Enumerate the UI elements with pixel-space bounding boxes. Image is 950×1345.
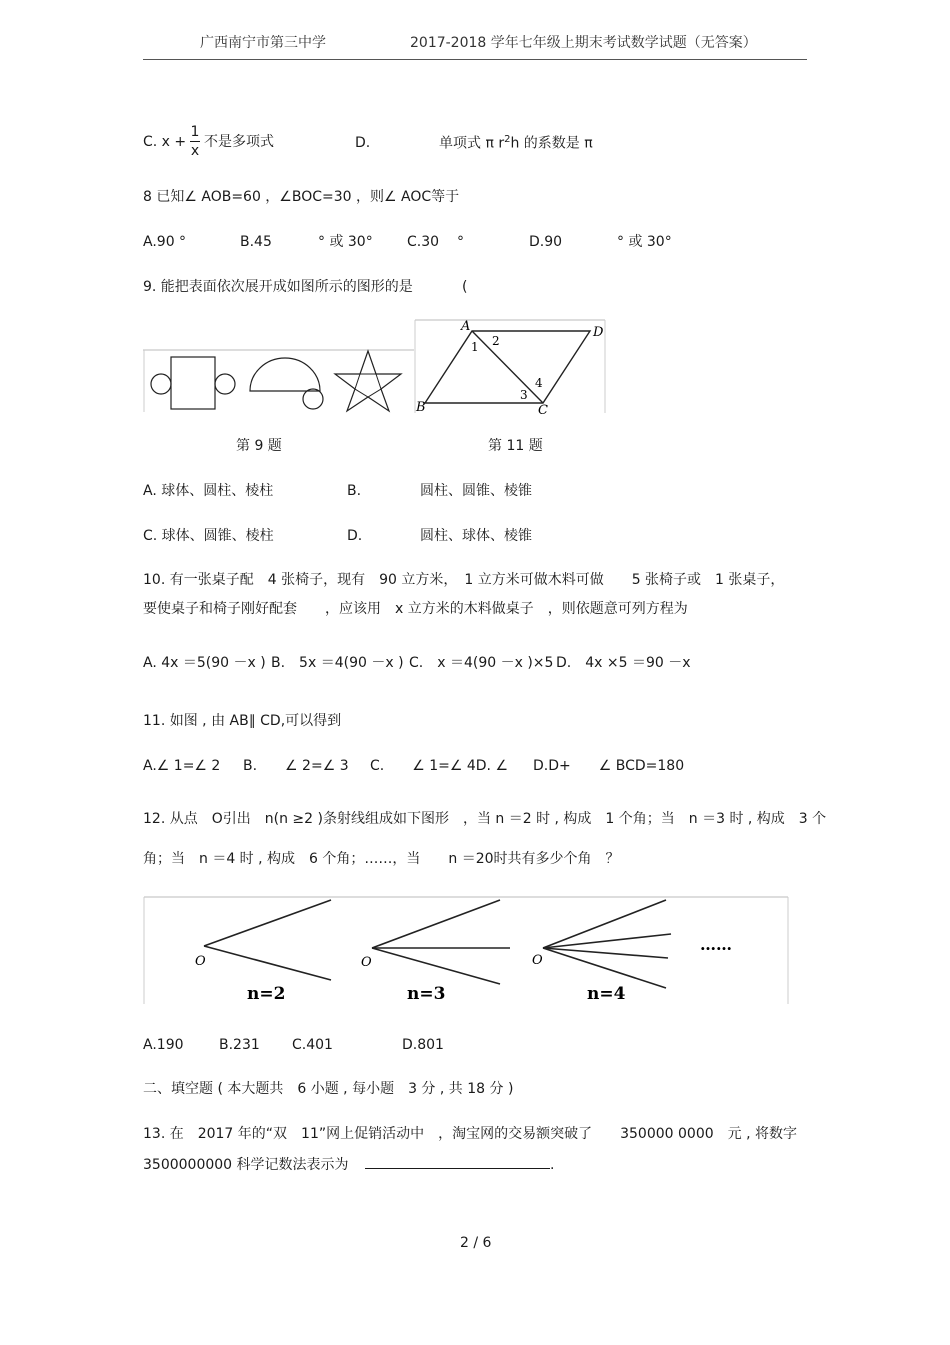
ray (204, 946, 331, 980)
q8-option-a: A.90 ° (143, 234, 187, 250)
continuation-dots: …… (700, 935, 732, 954)
q12-option-c: C.401 (292, 1037, 333, 1053)
header-school: 广西南宁市第三中学 (200, 35, 326, 51)
q7-exponent: 2 (504, 134, 511, 145)
caption-n4: n=4 (587, 984, 626, 1004)
q12-option-b: B.231 (219, 1037, 260, 1053)
ray (372, 900, 500, 948)
q7-option-d-text-a: 单项式 π r (439, 135, 505, 152)
q11-option-a: A.∠ 1=∠ 2 (143, 758, 221, 774)
label-O-n4: O (532, 953, 543, 968)
figure-9-caption: 第 9 题 (236, 438, 282, 454)
cylinder-base-circle-right (215, 374, 235, 394)
q9-option-a: A. 球体、圆柱、棱柱 (143, 483, 274, 499)
diagonal-ac (472, 331, 543, 403)
ray (204, 900, 331, 946)
q9-stem: 9. 能把表面依次展开成如图所示的图形的是 (143, 279, 413, 295)
q7-fraction-denominator: x (190, 143, 200, 159)
header-rule (143, 59, 807, 60)
q10-option-a: A. 4x ＝5(90 －x ) (143, 655, 266, 671)
q9-option-d: 圆柱、球体、棱锥 (420, 528, 532, 544)
q7-fraction (190, 124, 200, 159)
ray (543, 948, 666, 988)
q8-option-d-unit: ° 或 30° (617, 234, 672, 250)
q12-option-d: D.801 (402, 1037, 444, 1053)
cylinder-base-circle-left (151, 374, 171, 394)
q10-option-c: C. x ＝4(90 －x )×5 (409, 655, 554, 671)
q13-period: . (549, 1157, 555, 1173)
figure-12-rays (143, 896, 789, 1006)
angle-label-1: 1 (471, 340, 479, 354)
cone-sector (250, 358, 320, 391)
ray (372, 948, 500, 984)
rays-group-n2 (204, 900, 331, 980)
q8-stem: 8 已知∠ AOB=60 ，∠BOC=30 ，则∠ AOC等于 (143, 189, 460, 205)
label-O-n3: O (361, 955, 372, 970)
q7-option-c-prefix: C. x + (143, 134, 187, 150)
q8-option-d: D.90 (529, 234, 563, 250)
angle-label-3: 3 (520, 388, 528, 402)
caption-n2: n=2 (247, 984, 286, 1004)
q12-stem-line1: 12. 从点 O引出 n(n ≥2 )条射线组成如下图形 ，当 n ＝2 时 , 构成 1 个角；当 n ＝3 时 , 构成 3 个 (143, 811, 827, 827)
q8-option-c: C.30 (407, 234, 440, 250)
q7-option-d-text (439, 135, 593, 151)
q7-option-d-label: D. (355, 135, 371, 151)
q9-option-b: 圆柱、圆锥、棱锥 (420, 483, 532, 499)
figure-9-nets (143, 349, 414, 413)
header-exam-title: 2017-2018 学年七年级上期末考试数学试题（无答案） (410, 35, 757, 51)
q13-answer-blank[interactable] (365, 1156, 550, 1169)
label-O-n2: O (195, 954, 206, 969)
angle-label-2: 2 (492, 334, 500, 348)
q8-option-b: B.45 (240, 234, 272, 250)
rays-group-n3 (372, 900, 510, 984)
page-number: 2 / 6 (460, 1235, 492, 1251)
label-C: C (538, 403, 548, 415)
q11-option-c: C. ∠ 1=∠ 4D. ∠ (370, 758, 509, 774)
q12-option-a: A.190 (143, 1037, 184, 1053)
label-D: D (593, 325, 604, 340)
q11-option-b: B. ∠ 2=∠ 3 (243, 758, 349, 774)
q13-stem-line2-text: 3500000000 科学记数法表示为 (143, 1157, 349, 1173)
q11-option-d: D.D+ ∠ BCD=180 (533, 758, 685, 774)
q8-option-b-unit: ° 或 30° (318, 234, 373, 250)
label-B: B (416, 400, 426, 415)
q9-option-b-label: B. (347, 483, 362, 499)
figure-11-caption: 第 11 题 (488, 438, 543, 454)
pyramid-star-net (335, 351, 401, 411)
q10-option-d: D. 4x ×5 ＝90 －x (556, 655, 691, 671)
q12-stem-line2: 角；当 n ＝4 时 , 构成 6 个角；……，当 n ＝20时共有多少个角 ？ (143, 851, 620, 867)
pyramid-base-pentagon (355, 374, 381, 397)
cylinder-side-rectangle (171, 357, 215, 409)
cone-base-circle (303, 389, 323, 409)
figure-11-parallelogram (414, 319, 607, 415)
q13-stem-line2 (143, 1156, 554, 1172)
caption-n3: n=3 (407, 984, 446, 1004)
q9-answer-paren: ( (462, 279, 468, 295)
ray (543, 948, 668, 958)
q9-option-d-label: D. (347, 528, 363, 544)
angle-label-4: 4 (535, 376, 543, 390)
q10-stem-line2: 要使桌子和椅子刚好配套 ，应该用 x 立方米的木料做桌子 ，则依题意可列方程为 (143, 601, 688, 617)
q11-stem: 11. 如图 , 由 AB∥ CD,可以得到 (143, 713, 342, 729)
q10-stem-line1: 10. 有一张桌子配 4 张椅子，现有 90 立方米， 1 立方米可做木料可做 5 张椅子或 1 张桌子， (143, 572, 785, 588)
q13-stem-line1: 13. 在 2017 年的“双 11”网上促销活动中 ，淘宝网的交易额突破了 350000 0000 元 , 将数字 (143, 1126, 797, 1142)
section-fill-in-title: 二、填空题 ( 本大题共 6 小题 , 每小题 3 分 , 共 18 分 ) (143, 1081, 514, 1097)
label-A: A (461, 319, 471, 334)
q9-option-c: C. 球体、圆锥、棱柱 (143, 528, 274, 544)
q10-option-b: B. 5x ＝4(90 －x ) (271, 655, 404, 671)
rays-group-n4 (543, 900, 671, 988)
q7-option-d-text-b: h 的系数是 π (510, 135, 593, 152)
q7-option-c-text: 不是多项式 (204, 134, 274, 150)
q8-option-c-unit: ° (457, 234, 464, 250)
q7-fraction-numerator: 1 (190, 124, 200, 140)
